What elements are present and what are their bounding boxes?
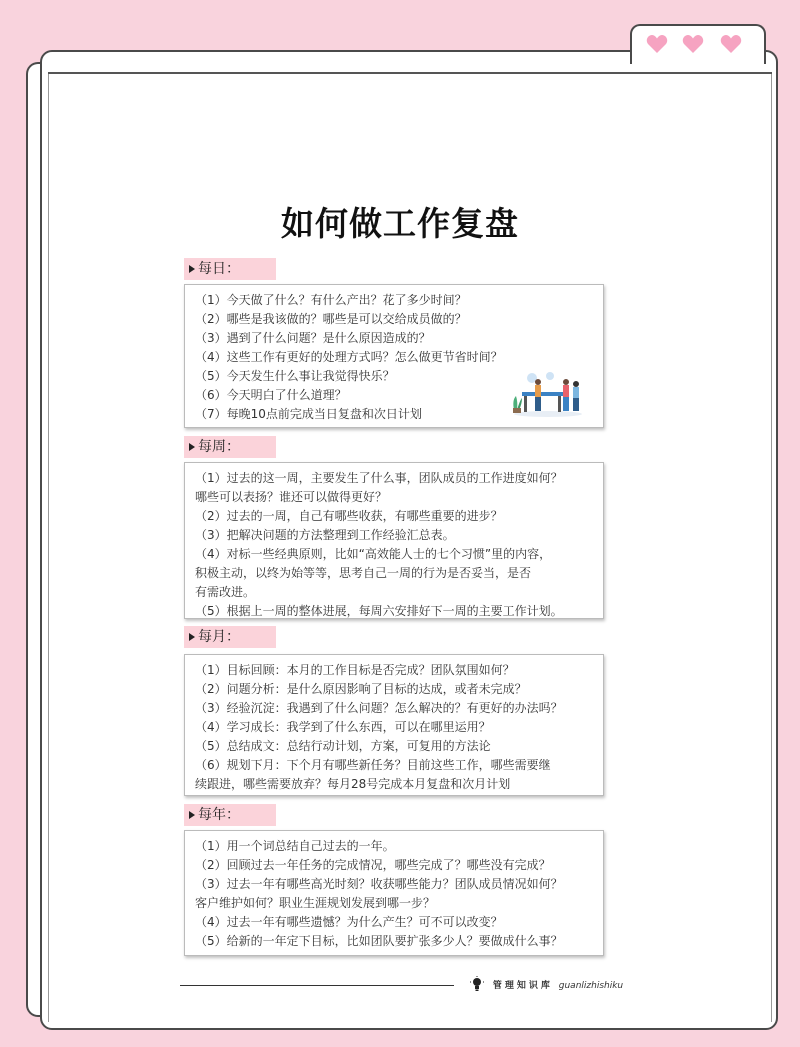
list-item: 积极主动，以终为始等等，思考自己一周的行为是否妥当，是否 xyxy=(195,566,532,580)
list-item: （5）根据上一周的整体进展，每周六安排好下一周的主要工作计划。 xyxy=(195,604,563,618)
list-item: 哪些可以表扬？谁还可以做得更好？ xyxy=(195,490,388,504)
section-label-yearly: 每年： xyxy=(184,804,276,826)
list-item: （3）把解决问题的方法整理到工作经验汇总表。 xyxy=(195,528,455,542)
heart-tab xyxy=(630,24,766,64)
section-box-yearly xyxy=(184,830,604,956)
list-item: （2）问题分析：是什么原因影响了目标的达成，或者未完成？ xyxy=(195,682,527,696)
list-item: （1）用一个词总结自己过去的一年。 xyxy=(195,839,395,853)
heart-icon xyxy=(646,34,668,54)
list-item: （2）回顾过去一年任务的完成情况，哪些完成了？哪些没有完成？ xyxy=(195,858,551,872)
list-item: （5）今天发生什么事让我觉得快乐？ xyxy=(195,369,395,383)
list-item: 客户维护如何？职业生涯规划发展到哪一步？ xyxy=(195,896,436,910)
list-item: 续跟进，哪些需要放弃？每月28号完成本月复盘和次月计划 xyxy=(195,777,511,791)
page-title: 如何做工作复盘 xyxy=(281,204,519,243)
list-item: （6）今天明白了什么道理？ xyxy=(195,388,347,402)
lightbulb-icon xyxy=(470,976,484,995)
list-item: （3）经验沉淀：我遇到了什么问题？怎么解决的？有更好的办法吗？ xyxy=(195,701,563,715)
list-item: （1）目标回顾：本月的工作目标是否完成？团队氛围如何？ xyxy=(195,663,515,677)
list-item: （2）哪些是我该做的？哪些是可以交给成员做的？ xyxy=(195,312,467,326)
list-item: （3）过去一年有哪些高光时刻？收获哪些能力？团队成员情况如何？ xyxy=(195,877,563,891)
section-label-weekly: 每周： xyxy=(184,436,276,458)
list-item: （4）学习成长：我学到了什么东西，可以在哪里运用？ xyxy=(195,720,491,734)
heart-icon xyxy=(682,34,704,54)
list-item: （5）总结成文：总结行动计划，方案，可复用的方法论 xyxy=(195,739,491,753)
list-item: （1）今天做了什么？有什么产出？花了多少时间？ xyxy=(195,293,467,307)
list-item: （5）给新的一年定下目标，比如团队要扩张多少人？要做成什么事？ xyxy=(195,934,563,948)
list-item: （2）过去的一周，自己有哪些收获，有哪些重要的进步？ xyxy=(195,509,503,523)
teamwork-illustration xyxy=(508,370,588,418)
footer-divider xyxy=(180,985,454,986)
list-item: （4）这些工作有更好的处理方式吗？怎么做更节省时间？ xyxy=(195,350,503,364)
list-item: （6）规划下月：下个月有哪些新任务？目前这些工作，哪些需要继 xyxy=(195,758,551,772)
list-item: （3）遇到了什么问题？是什么原因造成的？ xyxy=(195,331,431,345)
list-item: （1）过去的这一周，主要发生了什么事，团队成员的工作进度如何？ xyxy=(195,471,563,485)
footer-brand-en: guanlizhishiku xyxy=(558,981,624,991)
heart-icon xyxy=(720,34,742,54)
list-item: （4）对标一些经典原则，比如“高效能人士的七个习惯”里的内容， xyxy=(195,547,552,561)
top-divider xyxy=(48,72,772,74)
list-item: 有需改进。 xyxy=(195,585,256,599)
section-label-daily: 每日： xyxy=(184,258,276,280)
list-item: （4）过去一年有哪些遗憾？为什么产生？可不可以改变？ xyxy=(195,915,503,929)
list-item: （7）每晚10点前完成当日复盘和次日计划 xyxy=(195,407,422,421)
footer-brand-cn: 管理知识库 xyxy=(492,981,553,991)
section-box-monthly xyxy=(184,654,604,796)
section-label-monthly: 每月： xyxy=(184,626,276,648)
section-box-weekly xyxy=(184,462,604,619)
footer-brand xyxy=(470,976,623,995)
